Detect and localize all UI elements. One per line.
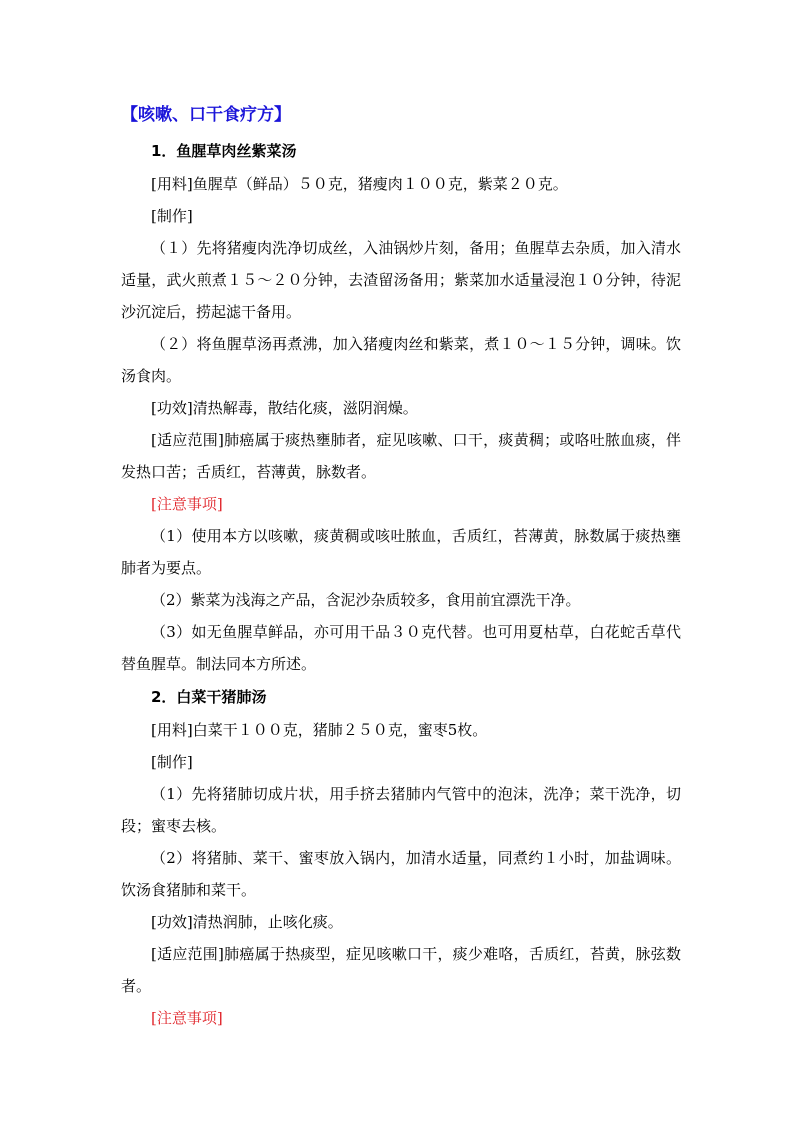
- recipe1-note2: （2）紫菜为浅海之产品，含泥沙杂质较多，食用前宜漂洗干净。: [151, 591, 581, 609]
- page-title: 【咳嗽、口干食疗方】: [121, 105, 291, 125]
- recipe2-heading: 2．白菜干猪肺汤: [151, 688, 267, 706]
- recipe2-ingredients: [用料]白菜干１００克，猪肺２５０克，蜜枣5枚。: [151, 721, 488, 739]
- recipe1-notes-label: [注意事项]: [151, 495, 223, 513]
- recipe1-heading: 1．鱼腥草肉丝紫菜汤: [151, 142, 297, 160]
- recipe2-scope: [适应范围]肺癌属于热痰型，症见咳嗽口干，痰少难咯，舌质红，苔黄，脉弦数者。: [121, 945, 681, 995]
- recipe1-note3: （3）如无鱼腥草鲜品，亦可用干品３０克代替。也可用夏枯草，白花蛇舌草代替鱼腥草。制法同本方所述。: [121, 623, 681, 673]
- recipe2-step2: （2）将猪肺、菜干、蜜枣放入锅内，加清水适量，同煮约１小时，加盐调味。饮汤食猪肺和菜干。: [121, 849, 681, 899]
- recipe1-note1: （1）使用本方以咳嗽，痰黄稠或咳吐脓血，舌质红，苔薄黄，脉数属于痰热壅肺者为要点。: [121, 527, 681, 577]
- recipe1-step1: （１）先将猪瘦肉洗净切成丝，入油锅炒片刻，备用；鱼腥草去杂质，加入清水适量，武火煎煮１５～２０分钟，去渣留汤备用；紫菜加水适量浸泡１０分钟，待泥沙沉淀后，捞起滤干备用。: [121, 239, 681, 321]
- recipe2-notes-label: [注意事项]: [151, 1009, 223, 1027]
- recipe2-efficacy: [功效]清热润肺，止咳化痰。: [151, 913, 343, 931]
- recipe2-method-label: [制作]: [151, 753, 193, 771]
- recipe2-step1: （1）先将猪肺切成片状，用手挤去猪肺内气管中的泡沫，洗净；菜干洗净，切段；蜜枣去核。: [121, 785, 681, 835]
- recipe1-efficacy: [功效]清热解毒，散结化痰，滋阴润燥。: [151, 399, 418, 417]
- recipe1-ingredients: [用料]鱼腥草（鲜品）５０克，猪瘦肉１００克，紫菜２０克。: [151, 175, 568, 193]
- recipe1-scope: [适应范围]肺癌属于痰热壅肺者，症见咳嗽、口干，痰黄稠；或咯吐脓血痰，伴发热口苦；舌质红，苔薄黄，脉数者。: [121, 431, 681, 481]
- recipe1-step2: （２）将鱼腥草汤再煮沸，加入猪瘦肉丝和紫菜，煮１０～１５分钟，调味。饮汤食肉。: [121, 335, 681, 385]
- document-content: [121, 98, 681, 1034]
- recipe1-method-label: [制作]: [151, 207, 193, 225]
